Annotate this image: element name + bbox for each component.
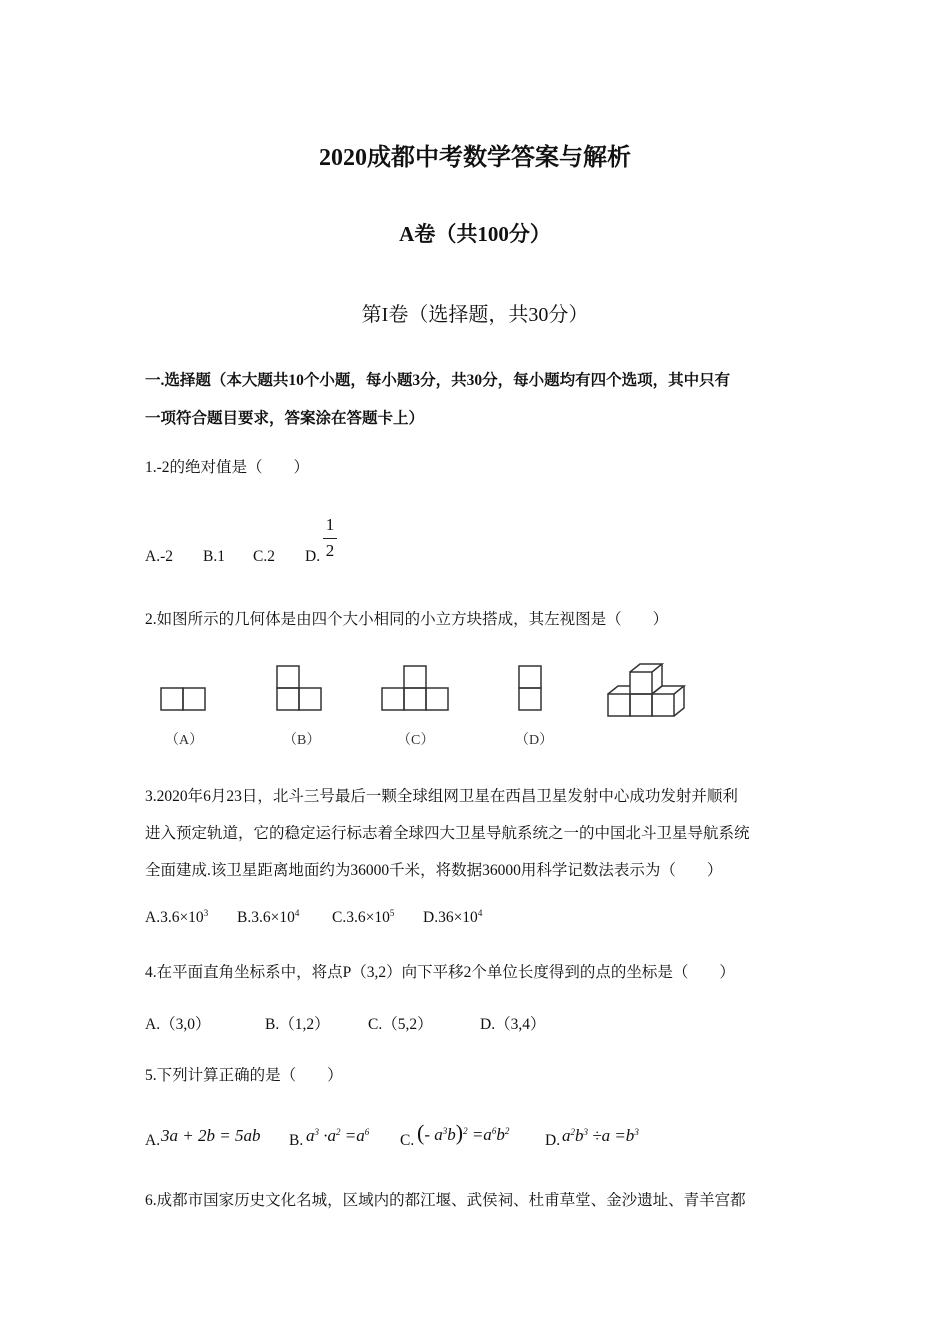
q1-option-d-numerator: 1	[325, 515, 335, 534]
q5-stem: 5.下列计算正确的是（ ）	[145, 1067, 343, 1084]
q1-option-a: A.-2	[145, 548, 173, 565]
view-b-figure	[277, 666, 321, 710]
q5-option-c-prefix: C.	[400, 1132, 415, 1149]
q4-option-b: B.（1,2）	[265, 1016, 330, 1033]
q1-option-c: C.2	[253, 548, 275, 565]
q2-stem: 2.如图所示的几何体是由四个大小相同的小立方块搭成，其左视图是（ ）	[145, 611, 669, 628]
q1-option-d-prefix: D.	[305, 548, 321, 565]
q3-line3: 全面建成.该卫星距离地面约为36000千米，将数据36000用科学记数法表示为（ ）	[145, 862, 723, 879]
q1-fraction-bar	[323, 538, 337, 539]
view-label-c: （C）	[397, 733, 435, 748]
q5-option-b-prefix: B.	[289, 1132, 304, 1149]
paper-a-heading: A卷（共100分）	[399, 222, 551, 246]
q1-option-b: B.1	[203, 548, 225, 565]
q2-view-figures	[155, 660, 715, 720]
q5-option-d-expr: $a^2b^3 \div a =b^3$	[562, 1126, 639, 1145]
q5-option-b-expr: $a^3 \cdot a^2 =a^6$	[306, 1126, 370, 1145]
q5-option-a-prefix: A.	[145, 1132, 161, 1149]
q6-line1: 6.成都市国家历史文化名城，区域内的都江堰、武侯祠、杜甫草堂、金沙遗址、青羊宫都	[145, 1192, 746, 1209]
q5-option-d-prefix: D.	[545, 1132, 561, 1149]
q3-line2: 进入预定轨道，它的稳定运行标志着全球四大卫星导航系统之一的中国北斗卫星导航系统	[145, 825, 750, 842]
page-title: 2020成都中考数学答案与解析	[319, 145, 631, 171]
solid-figure	[608, 664, 684, 716]
section1-line1: 一.选择题（本大题共10个小题，每小题3分，共30分，每小题均有四个选项，其中只有	[145, 372, 731, 389]
q4-option-d: D.（3,4）	[480, 1016, 546, 1033]
q3-option-a: $A.3.6\times 10^3$	[145, 908, 209, 926]
q4-stem: 4.在平面直角坐标系中，将点P（3,2）向下平移2个单位长度得到的点的坐标是（ ）	[145, 964, 735, 981]
q3-option-c: $C.3.6\times 10^5$	[332, 908, 395, 926]
view-c-figure	[382, 666, 448, 710]
q1-stem: 1.-2的绝对值是（ ）	[145, 459, 310, 476]
view-a-figure	[161, 688, 205, 710]
q5-option-c-expr: (- $a^3b)^2 =a^6b^2$	[417, 1120, 510, 1145]
view-d-figure	[519, 666, 541, 710]
view-label-d: （D）	[515, 733, 554, 748]
q3-option-b: $B.3.6\times 10^4$	[237, 908, 300, 926]
q4-option-a: A.（3,0）	[145, 1016, 211, 1033]
part1-heading: 第I卷（选择题，共30分）	[361, 304, 589, 326]
q1-option-d-denominator: 2	[325, 541, 335, 560]
q3-option-d: $D.36\times 10^4$	[423, 908, 483, 926]
q3-line1: 3.2020年6月23日，北斗三号最后一颗全球组网卫星在西昌卫星发射中心成功发射并顺利	[145, 788, 738, 805]
q5-option-a-expr: 3a + 2b = 5ab	[161, 1126, 261, 1145]
view-label-b: （B）	[283, 733, 321, 748]
section1-line2: 一项符合题目要求，答案涂在答题卡上）	[145, 410, 425, 427]
q4-option-c: C.（5,2）	[368, 1016, 433, 1033]
view-label-a: （A）	[165, 733, 204, 748]
